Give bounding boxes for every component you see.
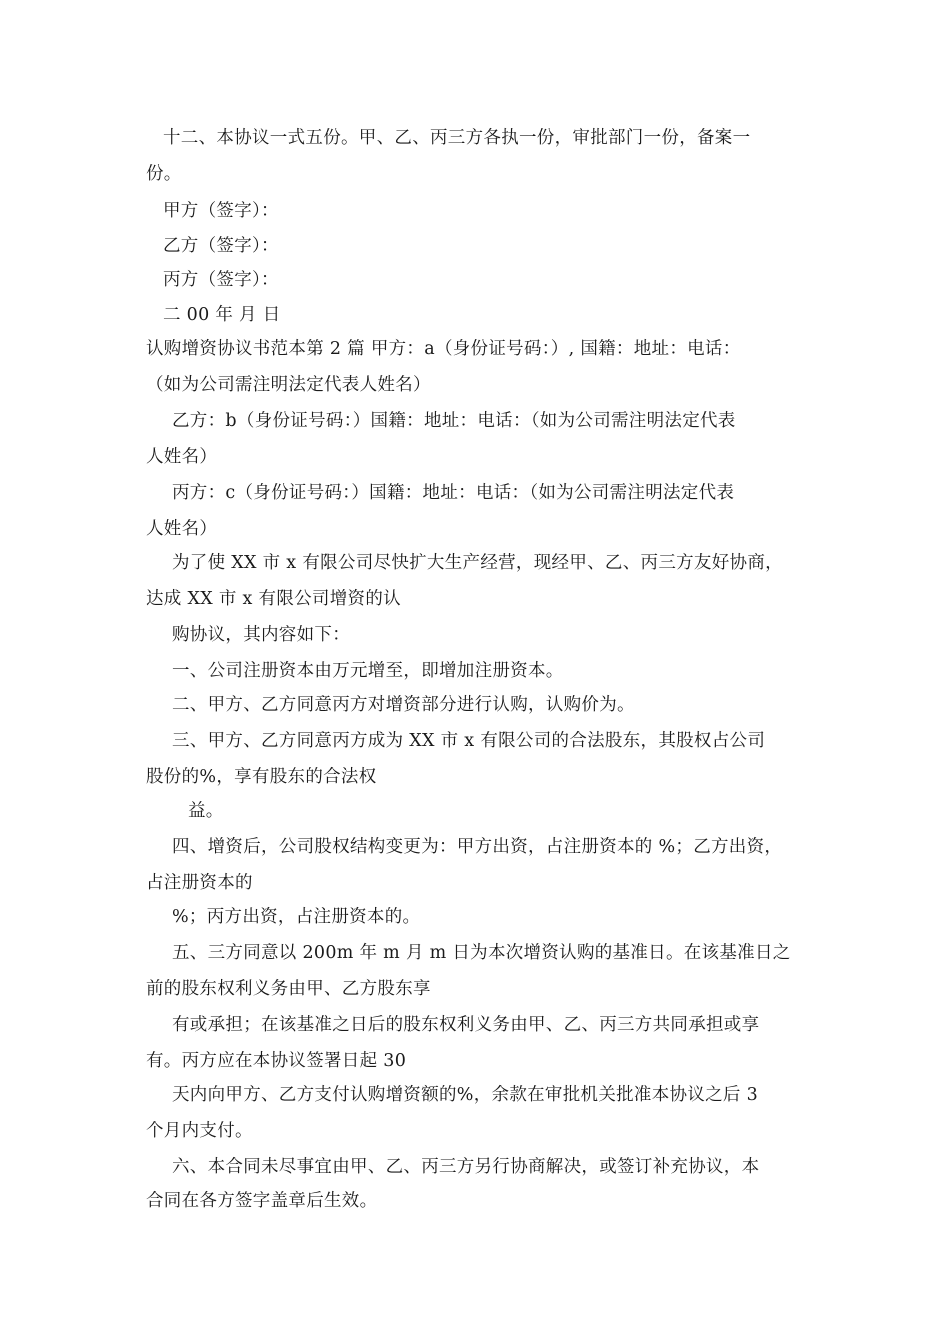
clause-5-line-4: 有。丙方应在本协议签署日起 30 [146,1051,407,1071]
clause-2: 二、甲方、乙方同意丙方对增资部分进行认购，认购价为。 [172,695,635,715]
signature-party-c: 丙方（签字）： [163,270,279,290]
clause-5-line-6: 个月内支付。 [146,1121,253,1141]
clause-3-line-2: 股份的%，享有股东的合法权 [146,767,377,787]
article-2-heading: 认购增资协议书范本第 2 篇 甲方：a（身份证号码：）, 国籍：地址：电话： [146,339,741,359]
clause-3-line-3: 益。 [188,801,224,821]
party-a-note: （如为公司需注明法定代表人姓名） [146,375,431,395]
signature-date: 二 00 年 月 日 [163,305,281,325]
clause-4-line-3: %；丙方出资，占注册资本的。 [172,907,421,927]
clause-1: 一、公司注册资本由万元增至，即增加注册资本。 [172,661,564,681]
preamble-line-3: 购协议，其内容如下： [172,625,350,645]
clause-4-line-2: 占注册资本的 [146,873,253,893]
signature-party-a: 甲方（签字）： [163,201,279,221]
party-b-line-1: 乙方：b（身份证号码：）国籍：地址：电话：（如为公司需注明法定代表 [172,411,736,431]
signature-party-b: 乙方（签字）： [163,236,279,256]
preamble-line-1: 为了使 XX 市 x 有限公司尽快扩大生产经营，现经甲、乙、丙三方友好协商， [172,553,783,573]
party-c-line-1: 丙方：c（身份证号码：）国籍：地址：电话：（如为公司需注明法定代表 [172,483,735,503]
clause-5-line-5: 天内向甲方、乙方支付认购增资额的%，余款在审批机关批准本协议之后 3 [172,1085,759,1105]
clause-6-line-2: 合同在各方签字盖章后生效。 [146,1191,378,1211]
preamble-line-2: 达成 XX 市 x 有限公司增资的认 [146,589,401,609]
clause-12-line-1: 十二、本协议一式五份。甲、乙、丙三方各执一份，审批部门一份，备案一 [163,128,751,148]
clause-3-line-1: 三、甲方、乙方同意丙方成为 XX 市 x 有限公司的合法股东，其股权占公司 [172,731,766,751]
clause-12-line-2: 份。 [146,164,182,184]
clause-4-line-1: 四、增资后，公司股权结构变更为：甲方出资，占注册资本的 %；乙方出资， [172,837,783,857]
party-b-line-2: 人姓名） [146,447,218,467]
clause-5-line-3: 有或承担；在该基准之日后的股东权利义务由甲、乙、丙三方共同承担或享 [172,1015,760,1035]
clause-5-line-1: 五、三方同意以 200m 年 m 月 m 日为本次增资认购的基准日。在该基准日之 [172,943,791,963]
party-c-line-2: 人姓名） [146,519,218,539]
clause-5-line-2: 前的股东权利义务由甲、乙方股东享 [146,979,431,999]
clause-6-line-1: 六、本合同未尽事宜由甲、乙、丙三方另行协商解决，或签订补充协议，本 [172,1157,760,1177]
